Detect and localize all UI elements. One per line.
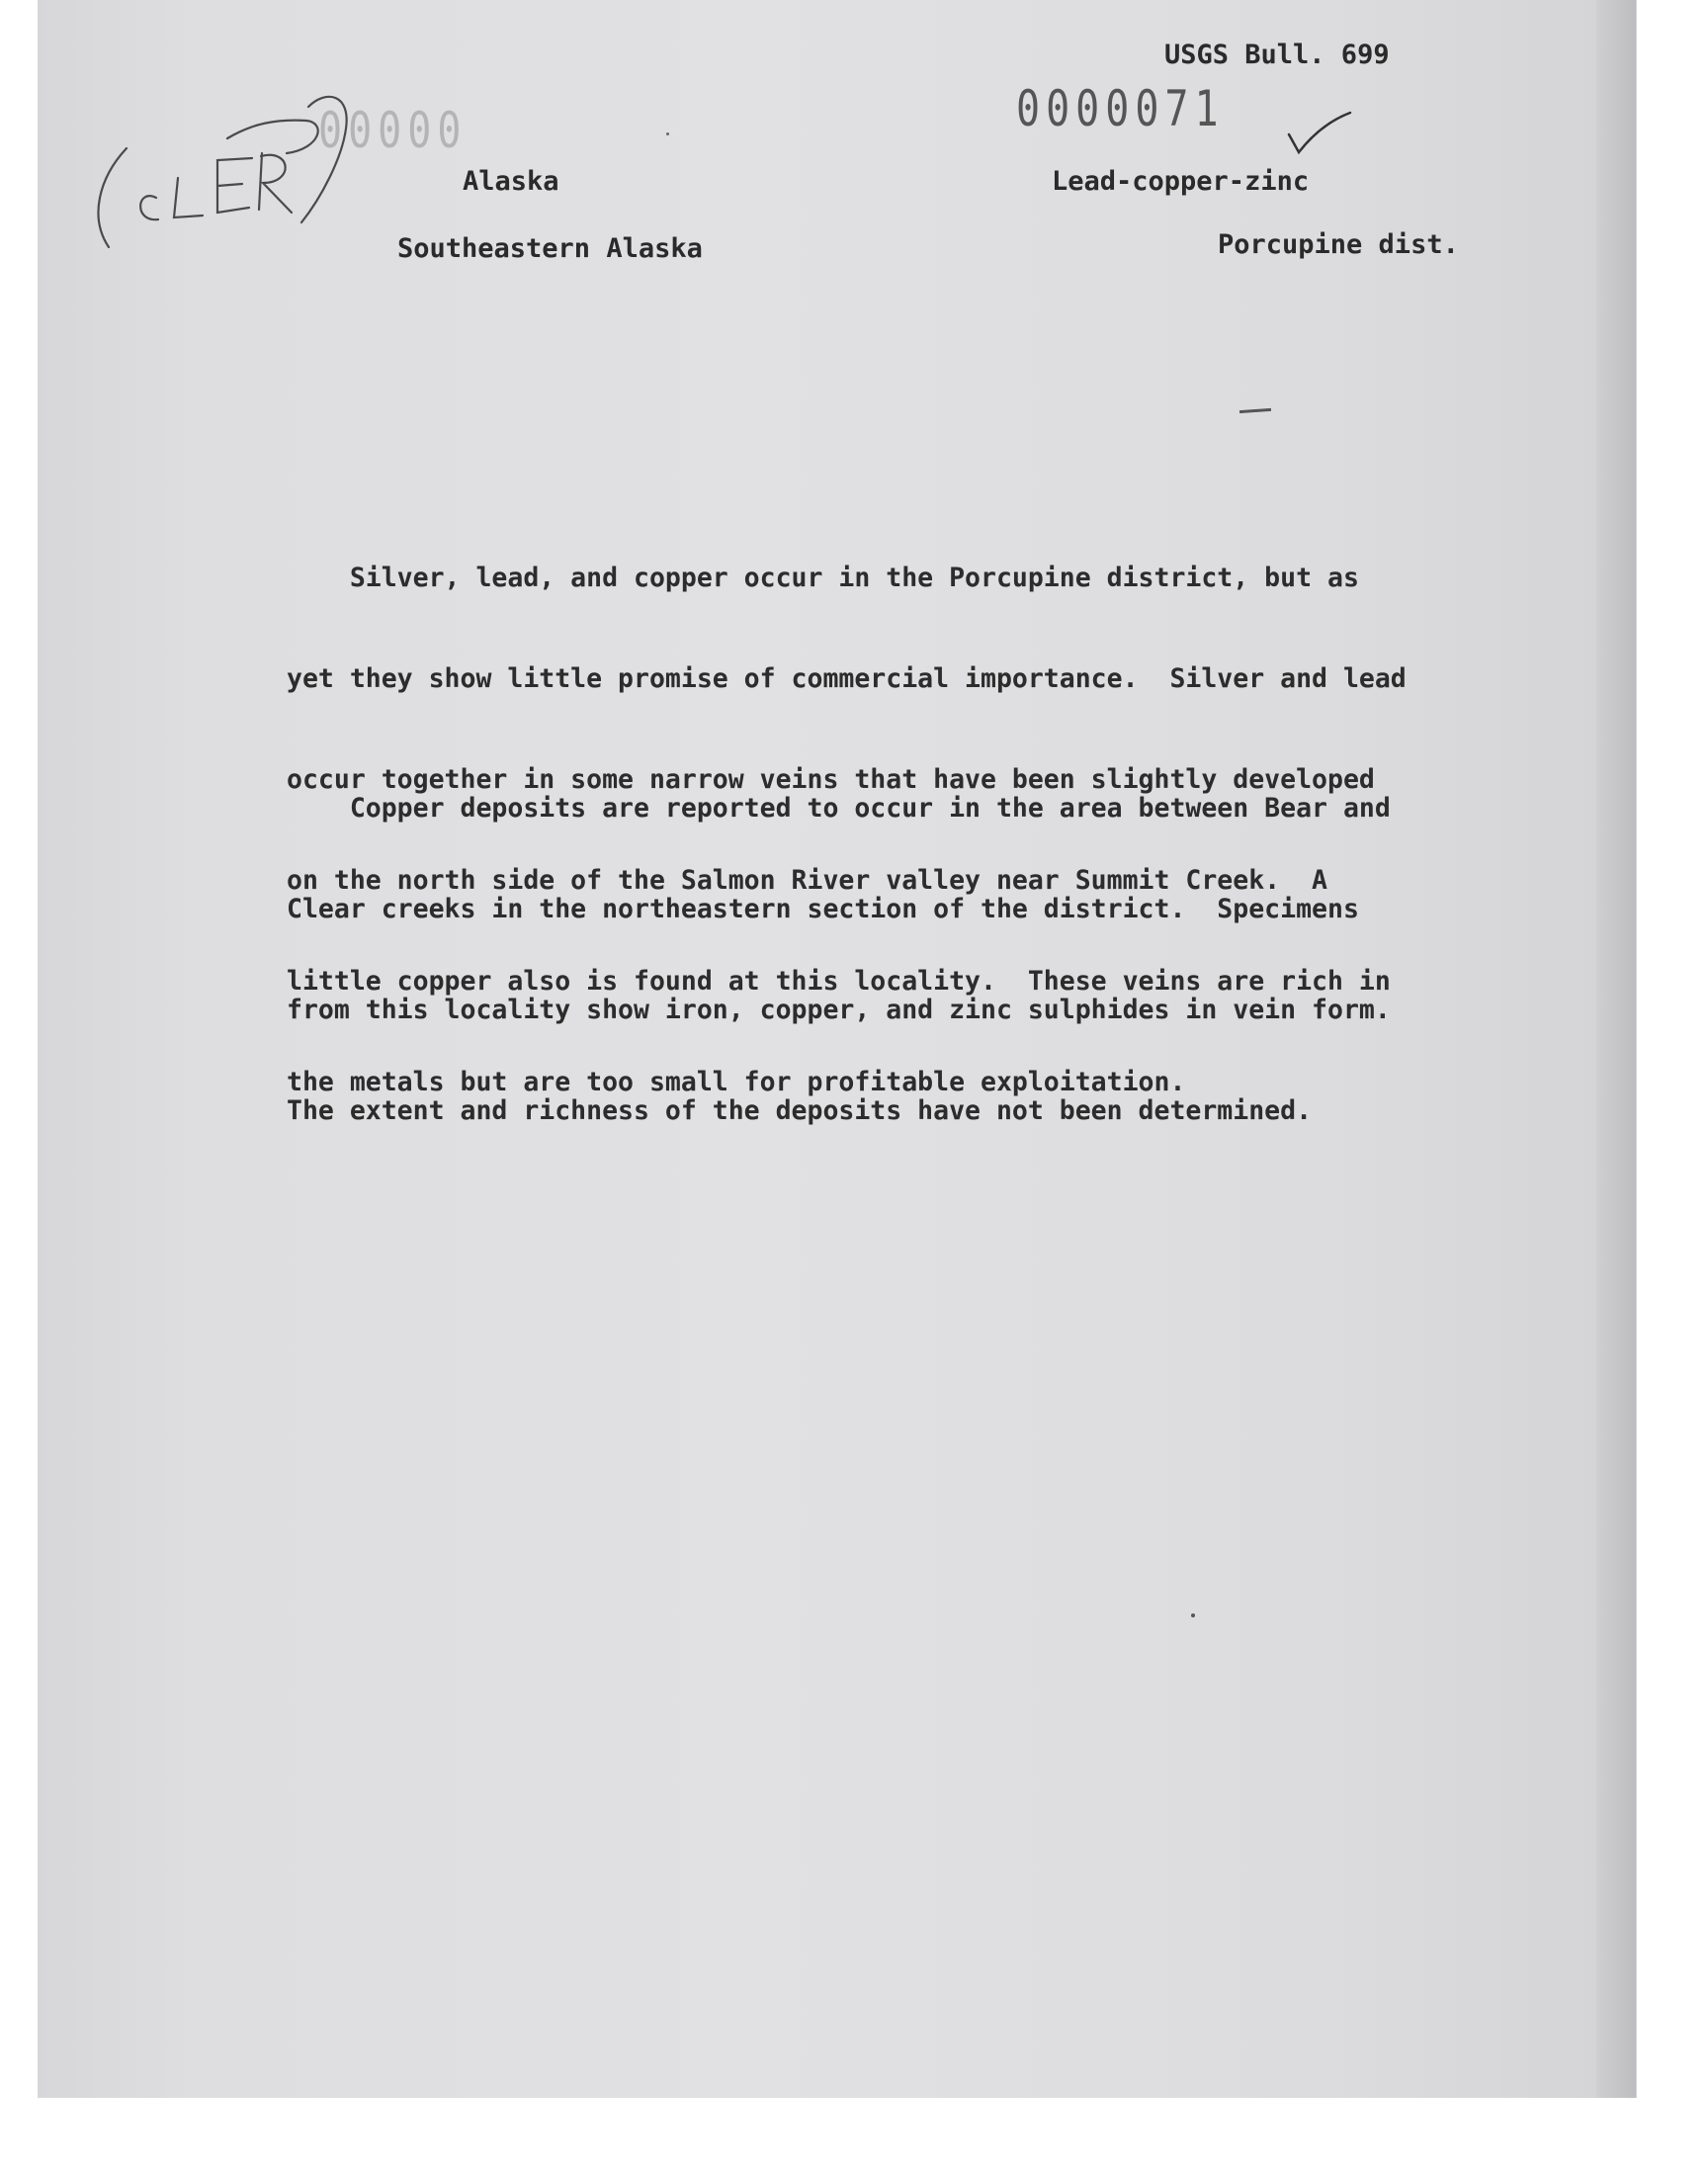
body-line: on the north side of the Salmon River valley near Summit Creek. A (287, 865, 1327, 896)
body-line: occur together in some narrow veins that have been slightly developed (287, 764, 1375, 795)
body-paragraph-2 (287, 725, 1473, 1195)
body-line: Clear creeks in the northeastern section of the district. Specimens (287, 894, 1359, 924)
body-line: yet they show little promise of commercial importance. Silver and lead (287, 663, 1407, 694)
body-line: Silver, lead, and copper occur in the Porcupine district, but as (287, 563, 1359, 593)
scan-speck (1191, 1613, 1195, 1617)
body-line: little copper also is found at this locality. These veins are rich in (287, 966, 1391, 997)
region-label: Southeastern Alaska (397, 233, 703, 264)
district-label: Porcupine dist. (1218, 229, 1459, 260)
reference-header: USGS Bull. 699 (1164, 40, 1390, 70)
body-line: from this locality show iron, copper, and zinc sulphides in vein form. (287, 995, 1391, 1025)
stamp-number-right: 0000071 (1016, 81, 1225, 138)
paper-edge-shadow (1596, 0, 1636, 2098)
body-line: the metals but are too small for profitable exploitation. (287, 1067, 1186, 1097)
body-line: Copper deposits are reported to occur in the area between Bear and (287, 793, 1391, 824)
body-line: The extent and richness of the deposits have not been determined. (287, 1095, 1313, 1126)
scan-speck (666, 132, 669, 135)
checkmark-icon (1285, 109, 1354, 158)
commodity-label: Lead-copper-zinc (1052, 166, 1310, 197)
state-label: Alaska (463, 166, 559, 197)
stamp-number-left: 00000 (318, 103, 468, 160)
